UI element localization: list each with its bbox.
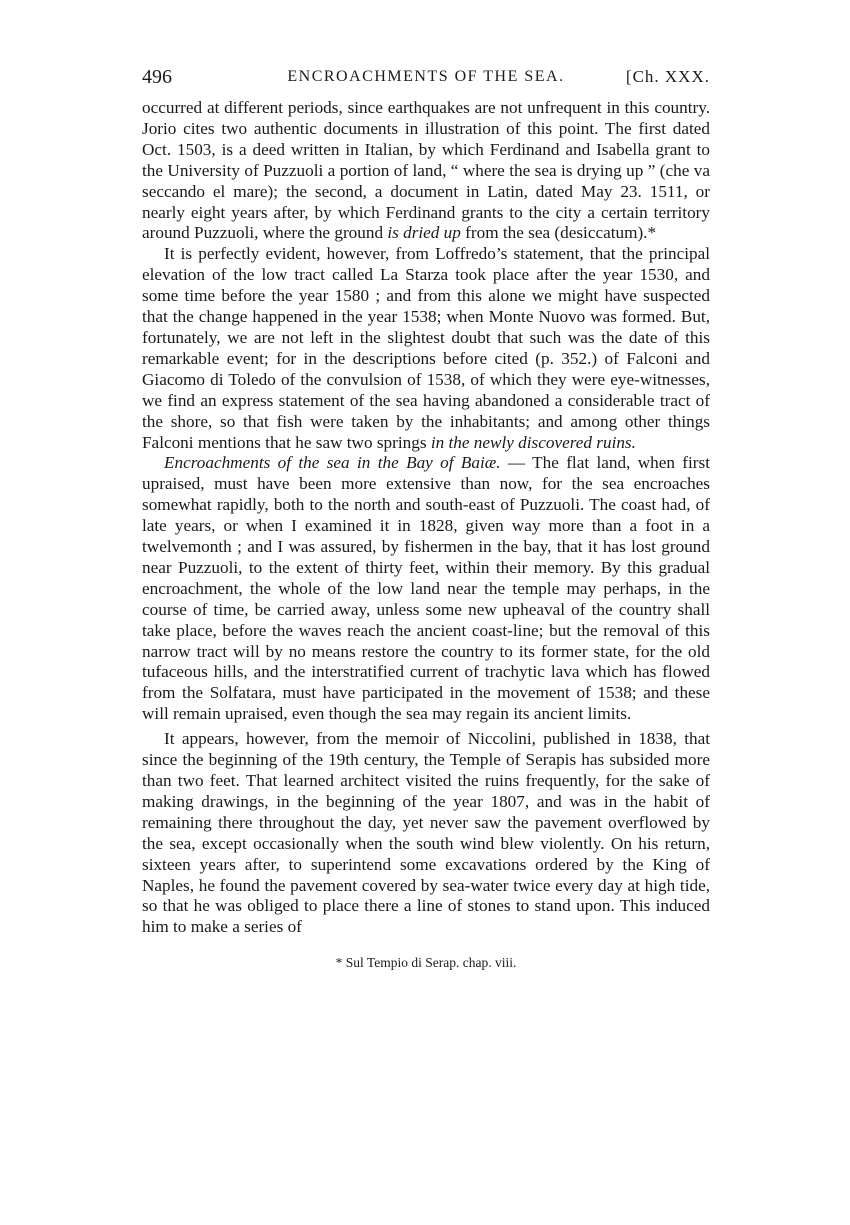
running-head bbox=[142, 62, 710, 92]
paragraph-1-text: occurred at different periods, since earthquakes are not unfrequent in this country. Jorio cites two authentic documents in illustration of this point. The first dated Oct. 1503, is a deed written in Italian, by which Ferdinand and Isabella grant to the University of Puzzuoli a portion of land, “ where the sea is drying up ” (che va seccando el mare); the second, a document in Latin, dated May 23. 1511, or nearly eight years after, by which Ferdinand grants to the city a certain territory around Puzzuoli, where the ground bbox=[142, 98, 710, 243]
footnote: * Sul Tempio di Serap. chap. viii. bbox=[335, 955, 517, 971]
paragraph-3 bbox=[142, 453, 710, 725]
paragraph-2 bbox=[142, 244, 710, 453]
paragraph-4 bbox=[142, 729, 710, 938]
paragraph-2-text: It is perfectly evident, however, from Loffredo’s statement, that the principal elevation of the low tract called La Starza took place after the year 1530, and some time before the year 1580 ; and from this alone we might have suspected that the change happened in the year 1538; when Monte Nuovo was formed. But, fortunately, we are not left in the slightest doubt that such was the date of this remarkable event; for in the descriptions before cited (p. 352.) of Falconi and Giacomo di Toledo of the convulsion of 1538, of which they were eye-witnesses, we find an express statement of the sea having abandoned a considerable tract of the shore, so that fish were taken by the inhabitants; and among other things Falconi mentions that he saw two springs bbox=[142, 244, 710, 452]
book-page bbox=[142, 62, 710, 972]
paragraph-1 bbox=[142, 98, 710, 244]
section-heading: Encroachments of the sea in the Bay of Baiæ. bbox=[164, 453, 501, 473]
chapter-label: [Ch. XXX. bbox=[625, 67, 710, 86]
page-number: 496 bbox=[142, 66, 172, 88]
paragraph-3-text: — The flat land, when first upraised, must have been more extensive than now, for the sea encroaches somewhat rapidly, both to the north and south-east of Puzzuoli. The coast had, of late years, or when I examined it in 1828, given way more than a foot in a twelvemonth ; and I was assured, by fishermen in the bay, that it has lost ground near Puzzuoli, to the extent of thirty feet, within their memory. By this gradual encroachment, the whole of the low land near the temple may perhaps, in the course of time, be carried away, unless some new upheaval of the country shall take place, before the waves reach the ancient coast-line; but the removal of this narrow tract will by no means restore the country to its former state, for the old tufaceous hills, and the interstratified current of trachytic lava which has flowed from the Solfatara, must have participated in the movement of 1538; and these will remain upraised, even though the sea may regain its ancient limits. bbox=[142, 453, 710, 724]
paragraph-1-italic: is dried up bbox=[387, 223, 461, 243]
paragraph-1-end: from the sea (desiccatum).* bbox=[460, 223, 657, 243]
running-title: ENCROACHMENTS OF THE SEA. bbox=[287, 68, 565, 85]
paragraph-2-italic: in the newly discovered ruins. bbox=[430, 432, 636, 452]
body-text bbox=[142, 98, 710, 938]
paragraph-4-text: It appears, however, from the memoir of Niccolini, published in 1838, that since the beginning of the 19th century, the Temple of Serapis has subsided more than two feet. That learned architect visited the ruins frequently, for the sake of making drawings, in the beginning of the year 1807, and was in the habit of remaining there throughout the day, yet never saw the pavement overflowed by the sea, except occasionally when the south wind blew violently. On his return, sixteen years after, to superintend some excavations ordered by the King of Naples, he found the pavement covered by sea-water twice every day at high tide, so that he was obliged to place there a line of stones to stand upon. This induced him to make a series of bbox=[142, 729, 710, 937]
